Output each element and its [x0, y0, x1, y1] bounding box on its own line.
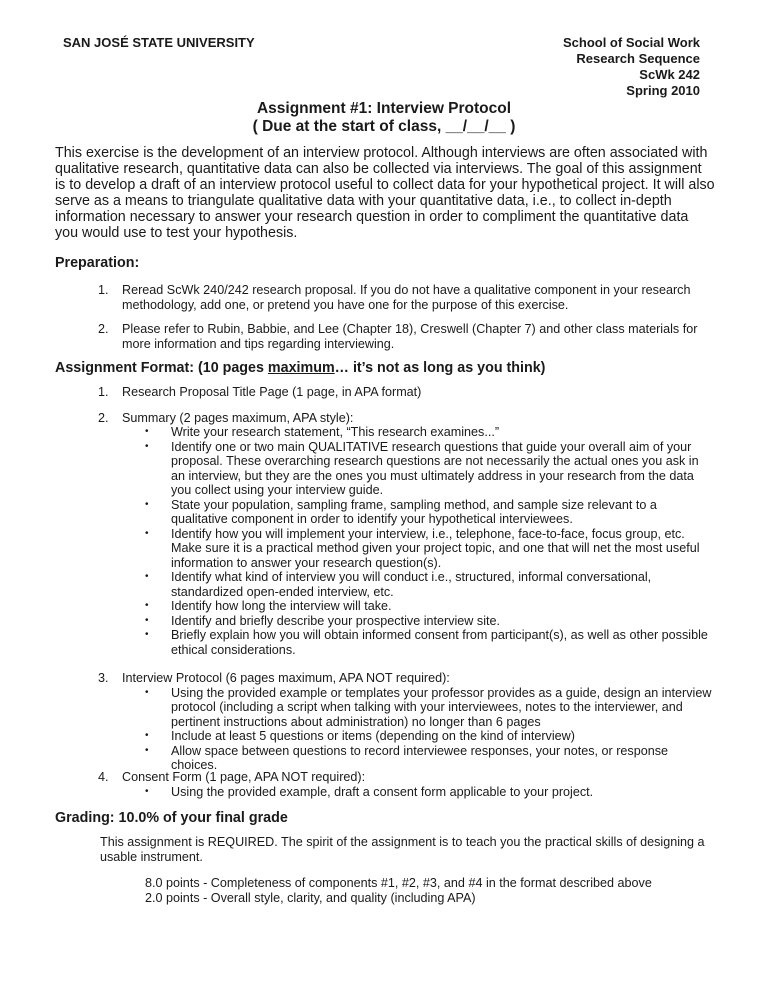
bullet-item: • Identify how long the interview will take.: [142, 599, 713, 614]
bullet-icon: •: [145, 426, 149, 437]
grading-points: [145, 876, 725, 905]
bullet-item: • Using the provided example or templates your professor provides as a guide, design an interview protocol (including a script when talking with your interviewees, notes to the interviewer, and pertinent instructions about administration) no longer than 6 pages: [142, 686, 713, 730]
list-item: [98, 671, 713, 686]
bullet-item: • Identify one or two main QUALITATIVE research questions that guide your overall aim of your proposal. These overarching research questions are not necessarily the actual ones you ask in an interview, but they are the ones you must ultimately address in your research from the data you collect using your interview guide.: [142, 440, 713, 498]
bullet-icon: •: [145, 629, 149, 640]
consent-bullets: [98, 785, 713, 800]
title-line-1: Assignment #1: Interview Protocol: [256, 100, 512, 117]
bullet-icon: •: [145, 600, 149, 611]
university-name: SAN JOSÉ STATE UNIVERSITY: [63, 35, 255, 50]
item-number: 1.: [98, 385, 109, 399]
bullet-icon: •: [145, 744, 149, 756]
course-info: [563, 35, 700, 99]
bullet-icon: •: [145, 571, 149, 582]
title-due-line: ( Due at the start of class, __/__/__ ): [252, 118, 516, 135]
intro-paragraph: This exercise is the development of an interview protocol. Although interviews are often associated with qualitative research, quantitative data can also be collected via interviews. The goal of this assignment is to develop a draft of an interview protocol useful to collect data for your hypothetical project. It will also serve as a means to triangulate qualitative data with your quantitative data, i.e., to collect in-depth information necessary to answer your research question in order to compliment the quantitative data you would use to test your hypothesis.: [55, 145, 715, 241]
format-list-item-4: [98, 770, 713, 799]
points-line: 8.0 points - Completeness of components #1, #2, #3, and #4 in the format described above: [145, 876, 652, 890]
school-name: School of Social Work: [562, 35, 700, 50]
item-text: Reread ScWk 240/242 research proposal. If you do not have a qualitative component in your research methodology, add one, or pretend you have one for the purpose of this exercise.: [122, 283, 691, 312]
item-number: 2.: [98, 322, 109, 336]
grading-heading: Grading: 10.0% of your final grade: [55, 810, 288, 826]
format-heading: Assignment Format: (10 pages maximum… it’s not as long as you think): [55, 360, 546, 376]
item-number: 2.: [98, 410, 109, 425]
grading-paragraph: This assignment is REQUIRED. The spirit of the assignment is to teach you the practical skills of designing a usable instrument.: [100, 835, 705, 864]
bullet-icon: •: [145, 686, 149, 698]
item-text: Consent Form (1 page, APA NOT required):: [122, 770, 366, 784]
bullet-icon: •: [145, 527, 149, 539]
list-item: [98, 411, 713, 426]
item-text: Please refer to Rubin, Babbie, and Lee (Chapter 18), Creswell (Chapter 7) and other class materials for more information and tips regarding interviewing.: [122, 322, 698, 351]
bullet-item: • State your population, sampling frame, sampling method, and sample size relevant to a qualitative component in order to identify your hypothetical interviewees.: [142, 498, 713, 527]
bullet-icon: •: [145, 785, 149, 797]
points-line: 2.0 points - Overall style, clarity, and quality (including APA): [145, 890, 476, 905]
sequence-name: Research Sequence: [576, 51, 700, 66]
list-item: [98, 770, 713, 785]
course-code: ScWk 242: [639, 67, 700, 82]
format-list-continued: [98, 671, 713, 773]
list-item: [98, 283, 713, 312]
preparation-heading: Preparation:: [55, 255, 140, 271]
bullet-item: • Identify how you will implement your interview, i.e., telephone, face-to-face, focus group, etc. Make sure it is a practical method given your project topic, and one that will net the most useful information to answer your research question(s).: [142, 527, 713, 571]
bullet-item: • Write your research statement, “This research examines...”: [142, 425, 713, 440]
summary-bullets: [98, 425, 713, 657]
bullet-item: • Identify what kind of interview you will conduct i.e., structured, informal conversational, standardized open-ended interview, etc.: [142, 570, 713, 599]
list-item: [98, 322, 713, 351]
list-item: [98, 385, 713, 400]
term: Spring 2010: [626, 83, 700, 98]
format-list: [98, 385, 713, 657]
bullet-icon: •: [145, 730, 149, 741]
item-number: 4.: [98, 770, 109, 784]
bullet-icon: •: [145, 440, 149, 452]
item-text: Interview Protocol (6 pages maximum, APA NOT required):: [122, 671, 450, 685]
bullet-icon: •: [145, 498, 149, 510]
item-number: 3.: [98, 671, 109, 685]
bullet-item: • Allow space between questions to record interviewee responses, your notes, or response choices.: [142, 744, 713, 773]
maximum-underlined: maximum: [267, 360, 335, 376]
bullet-item: • Briefly explain how you will obtain informed consent from participant(s), as well as other possible ethical considerations.: [142, 628, 713, 657]
preparation-list: [98, 283, 713, 351]
item-text: Research Proposal Title Page (1 page, in APA format): [122, 385, 422, 399]
protocol-bullets: [98, 686, 713, 773]
document-title: [0, 100, 768, 136]
bullet-icon: •: [145, 614, 149, 626]
bullet-item: • Include at least 5 questions or items (depending on the kind of interview): [142, 729, 713, 744]
bullet-item: • Identify and briefly describe your prospective interview site.: [142, 614, 713, 629]
item-number: 1.: [98, 283, 109, 297]
item-text: Summary (2 pages maximum, APA style):: [122, 410, 354, 425]
bullet-item: • Using the provided example, draft a consent form applicable to your project.: [142, 785, 713, 800]
